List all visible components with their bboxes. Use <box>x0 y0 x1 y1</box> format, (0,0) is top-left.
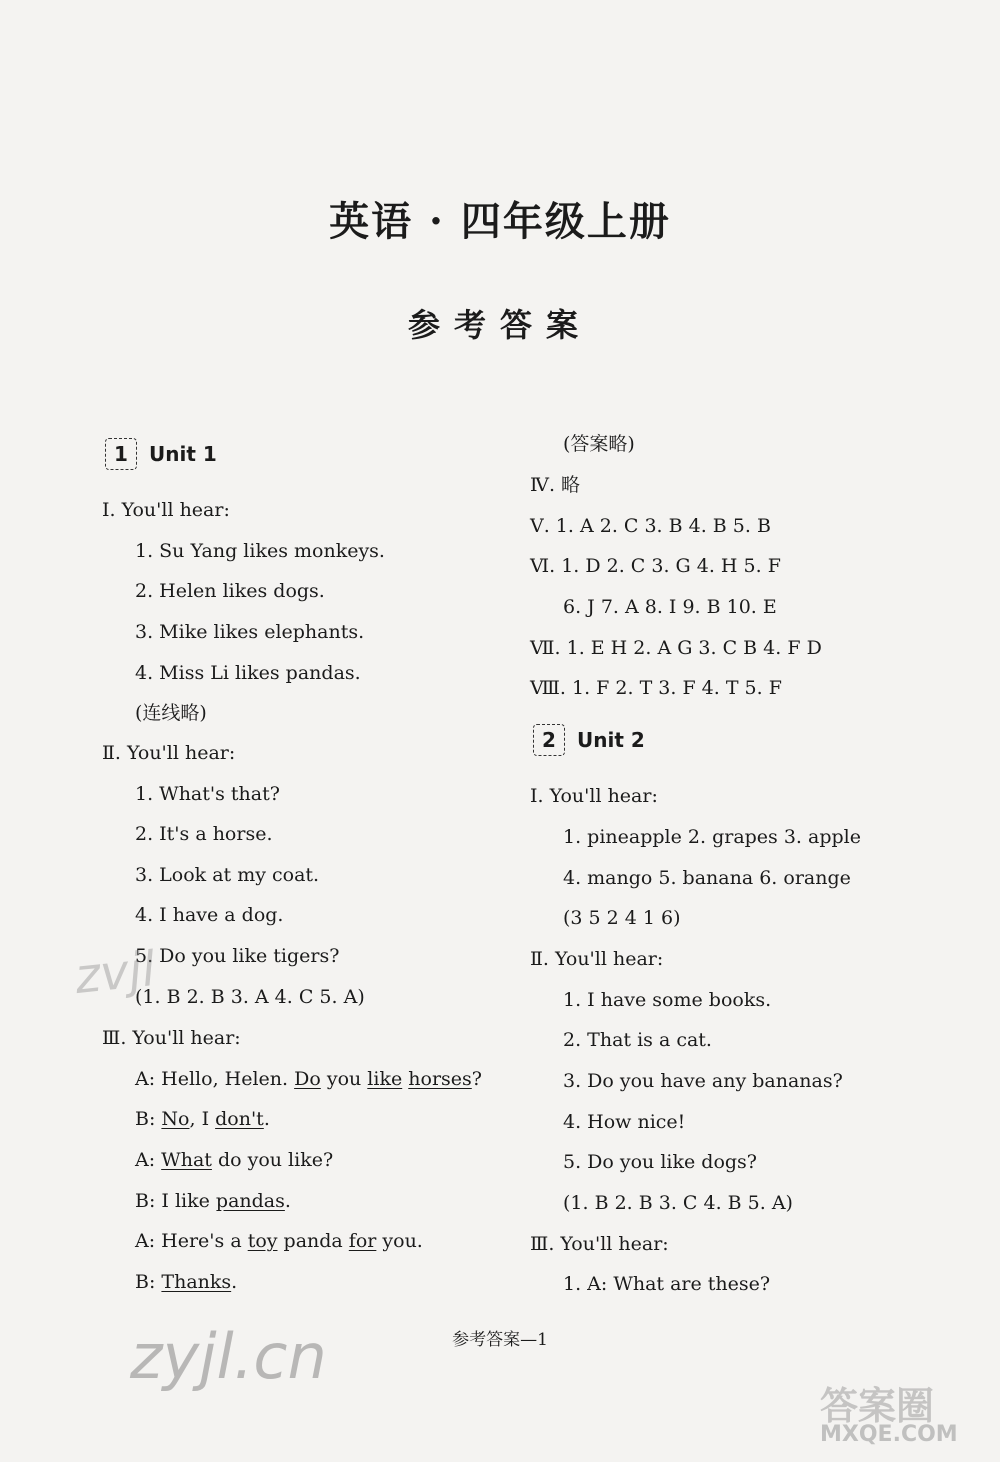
u2-s2-item: 1. I have some books. <box>563 989 772 1011</box>
dialog-text: ? <box>471 1068 482 1090</box>
u2-s1-heading: Ⅰ. You'll hear: <box>530 785 658 807</box>
dialog-line <box>135 1066 482 1092</box>
dialog-blank-answer: horses <box>408 1068 472 1090</box>
u2-s3-item: 1. A: What are these? <box>563 1273 771 1295</box>
dialog-text: A: Hello, Helen. <box>135 1068 295 1090</box>
u1-s1-item: 1. Su Yang likes monkeys. <box>135 540 385 562</box>
u1-s1-item: 2. Helen likes dogs. <box>135 580 325 602</box>
dialog-line <box>135 1269 237 1295</box>
u1-s2-item: 2. It's a horse. <box>135 823 273 845</box>
dialog-text: A: Here's a <box>135 1230 248 1252</box>
unit1-number-badge: 1 <box>105 438 137 470</box>
u1-s4-answer: Ⅳ. 略 <box>530 474 581 496</box>
dialog-text: . <box>284 1190 291 1212</box>
dialog-blank-answer: toy <box>247 1230 278 1252</box>
dialog-blank-answer: Do <box>294 1068 321 1090</box>
watermark-bottom: zyjl.cn <box>130 1320 327 1393</box>
answer-omitted-note: (答案略) <box>563 433 635 455</box>
u1-s1-note: (连线略) <box>135 702 207 724</box>
dialog-text: panda <box>277 1230 349 1252</box>
u1-s1-heading: Ⅰ. You'll hear: <box>102 499 230 521</box>
u2-s2-answer: (1. B 2. B 3. C 4. B 5. A) <box>563 1192 793 1214</box>
watermark-url: MXQE.COM <box>820 1422 958 1447</box>
u1-s5-answer: Ⅴ. 1. A 2. C 3. B 4. B 5. B <box>530 515 771 537</box>
dialog-text: B: <box>135 1108 162 1130</box>
u2-s2-heading: Ⅱ. You'll hear: <box>530 948 664 970</box>
u2-s2-item: 3. Do you have any bananas? <box>563 1070 843 1092</box>
dialog-line <box>135 1228 423 1254</box>
u2-s2-item: 2. That is a cat. <box>563 1029 712 1051</box>
dialog-text: B: <box>135 1271 162 1293</box>
dialog-line <box>135 1106 270 1132</box>
dialog-text: do you like? <box>211 1149 334 1171</box>
u2-s1-answer: (3 5 2 4 1 6) <box>563 907 681 929</box>
unit2-number-badge: 2 <box>533 724 565 756</box>
u1-s2-item: 3. Look at my coat. <box>135 864 320 886</box>
u2-s2-item: 5. Do you like dogs? <box>563 1151 757 1173</box>
dialog-blank-answer: What <box>161 1149 212 1171</box>
dialog-text: you. <box>376 1230 423 1252</box>
u2-s2-item: 4. How nice! <box>563 1111 686 1133</box>
u2-s3-heading: Ⅲ. You'll hear: <box>530 1233 669 1255</box>
dialog-line <box>135 1188 291 1214</box>
unit2-title: Unit 2 <box>577 728 645 752</box>
dialog-blank-answer: for <box>348 1230 377 1252</box>
unit1-title: Unit 1 <box>149 442 217 466</box>
u1-s1-item: 4. Miss Li likes pandas. <box>135 662 361 684</box>
page-footer: 参考答案—1 <box>452 1330 548 1350</box>
dialog-text: . <box>231 1271 238 1293</box>
u1-s2-heading: Ⅱ. You'll hear: <box>102 742 236 764</box>
u2-s1-items: 4. mango 5. banana 6. orange <box>563 867 851 889</box>
dialog-blank-answer: No <box>161 1108 190 1130</box>
u1-s2-answer: (1. B 2. B 3. A 4. C 5. A) <box>135 986 365 1008</box>
u1-s3-heading: Ⅲ. You'll hear: <box>102 1027 241 1049</box>
watermark-logo: 答案圈 <box>820 1384 935 1428</box>
dialog-blank-answer: don't <box>215 1108 264 1130</box>
page-title: 英语 · 四年级上册 <box>329 198 671 245</box>
u1-s2-item: 4. I have a dog. <box>135 904 284 926</box>
u1-s2-item: 5. Do you like tigers? <box>135 945 340 967</box>
dialog-line <box>135 1147 333 1173</box>
u1-s2-item: 1. What's that? <box>135 783 280 805</box>
u1-s6-answer: Ⅵ. 1. D 2. C 3. G 4. H 5. F <box>530 555 781 577</box>
u1-s6-answer-cont: 6. J 7. A 8. I 9. B 10. E <box>563 596 777 618</box>
dialog-blank-answer: pandas <box>215 1190 285 1212</box>
unit2-heading <box>533 724 645 756</box>
u1-s7-answer: Ⅶ. 1. E H 2. A G 3. C B 4. F D <box>530 637 822 659</box>
watermark-mid: zvjl <box>72 940 158 1006</box>
dialog-text: B: I like <box>135 1190 216 1212</box>
dialog-text: you <box>320 1068 368 1090</box>
dialog-text: A: <box>135 1149 162 1171</box>
page-subtitle: 参考答案 <box>407 306 592 344</box>
dialog-text: . <box>263 1108 270 1130</box>
u1-s8-answer: Ⅷ. 1. F 2. T 3. F 4. T 5. F <box>530 677 782 699</box>
unit1-heading <box>105 438 217 470</box>
u2-s1-items: 1. pineapple 2. grapes 3. apple <box>563 826 861 848</box>
dialog-blank-answer: like <box>367 1068 403 1090</box>
u1-s1-item: 3. Mike likes elephants. <box>135 621 365 643</box>
dialog-text: , I <box>189 1108 216 1130</box>
dialog-blank-answer: Thanks <box>161 1271 232 1293</box>
